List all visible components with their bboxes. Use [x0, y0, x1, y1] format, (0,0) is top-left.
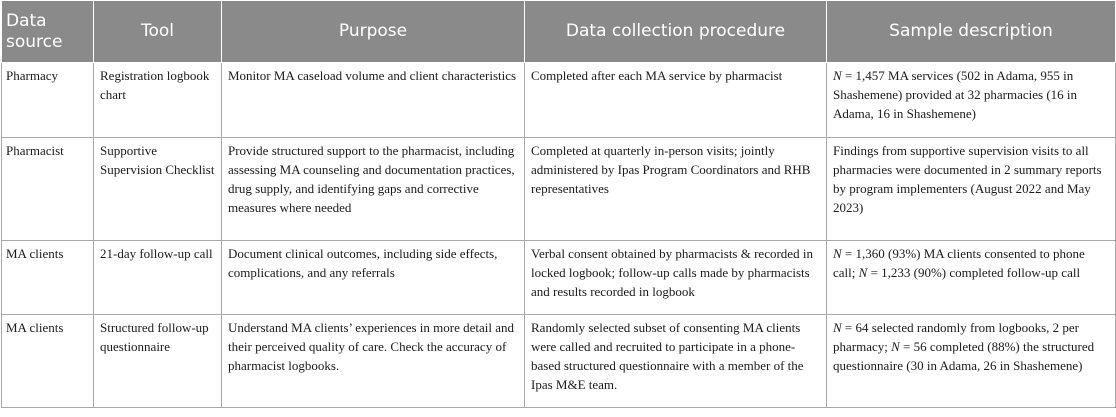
cell-procedure: Verbal consent obtained by pharmacists & recorded in locked logbook; follow-up calls made by pharmacists and results recorded in logbook — [525, 241, 827, 315]
cell-sample-description — [827, 241, 1116, 315]
table-row — [2, 63, 1116, 138]
cell-data-source: MA clients — [2, 315, 94, 408]
cell-sample-description — [827, 63, 1116, 138]
cell-data-source: Pharmacy — [2, 63, 94, 138]
cell-sample-description — [827, 315, 1116, 408]
cell-purpose: Document clinical outcomes, including side effects, complications, and any referrals — [222, 241, 525, 315]
cell-data-source: MA clients — [2, 241, 94, 315]
cell-purpose: Provide structured support to the pharmacist, including assessing MA counseling and documentation practices, drug supply, and identifying gaps and corrective measures where needed — [222, 138, 525, 241]
cell-tool: Supportive Supervision Checklist — [94, 138, 222, 241]
n-symbol: N — [833, 246, 842, 261]
cell-procedure: Completed at quarterly in-person visits; jointly administered by Ipas Program Coordinators and RHB representatives — [525, 138, 827, 241]
cell-sample-description: Findings from supportive supervision visits to all pharmacies were documented in 2 summary reports by program implementers (August 2022 and May 2023) — [827, 138, 1116, 241]
cell-procedure: Randomly selected subset of consenting MA clients were called and recruited to participate in a phone-based structured questionnaire with a member of the Ipas M&E team. — [525, 315, 827, 408]
cell-procedure: Completed after each MA service by pharmacist — [525, 63, 827, 138]
sample-text: = 1,457 MA services (502 in Adama, 955 in Shashemene) provided at 32 pharmacies (16 in Adama, 16 in Shashemene) — [833, 68, 1078, 121]
sample-text: = 56 completed (88%) the structured questionnaire (30 in Adama, 26 in Shashemene) — [833, 339, 1095, 373]
sample-text: = 1,360 (93%) MA clients consented to phone call; — [833, 246, 1085, 280]
n-symbol: N — [858, 265, 868, 280]
table-row — [2, 138, 1116, 241]
cell-tool: Structured follow-up questionnaire — [94, 315, 222, 408]
cell-tool: Registration logbook chart — [94, 63, 222, 138]
cell-tool: 21-day follow-up call — [94, 241, 222, 315]
cell-purpose: Monitor MA caseload volume and client characteristics — [222, 63, 525, 138]
header-purpose: Purpose — [222, 1, 525, 63]
data-sources-table — [1, 0, 1116, 408]
header-sample-description: Sample description — [827, 1, 1116, 63]
table-row — [2, 315, 1116, 408]
cell-purpose: Understand MA clients’ experiences in more detail and their perceived quality of care. Check the accuracy of pharmacist logbooks. — [222, 315, 525, 408]
sample-text: = 1,233 (90%) completed follow-up call — [867, 265, 1081, 280]
cell-data-source: Pharmacist — [2, 138, 94, 241]
n-symbol: N — [833, 320, 842, 335]
header-row — [2, 1, 1116, 63]
header-data-source: Data source — [2, 1, 94, 63]
sample-text: = 64 selected randomly from logbooks, 2 per pharmacy; — [833, 320, 1079, 354]
n-symbol: N — [891, 339, 900, 354]
table-row — [2, 241, 1116, 315]
n-symbol: N — [833, 68, 842, 83]
header-tool: Tool — [94, 1, 222, 63]
header-procedure: Data collection procedure — [525, 1, 827, 63]
